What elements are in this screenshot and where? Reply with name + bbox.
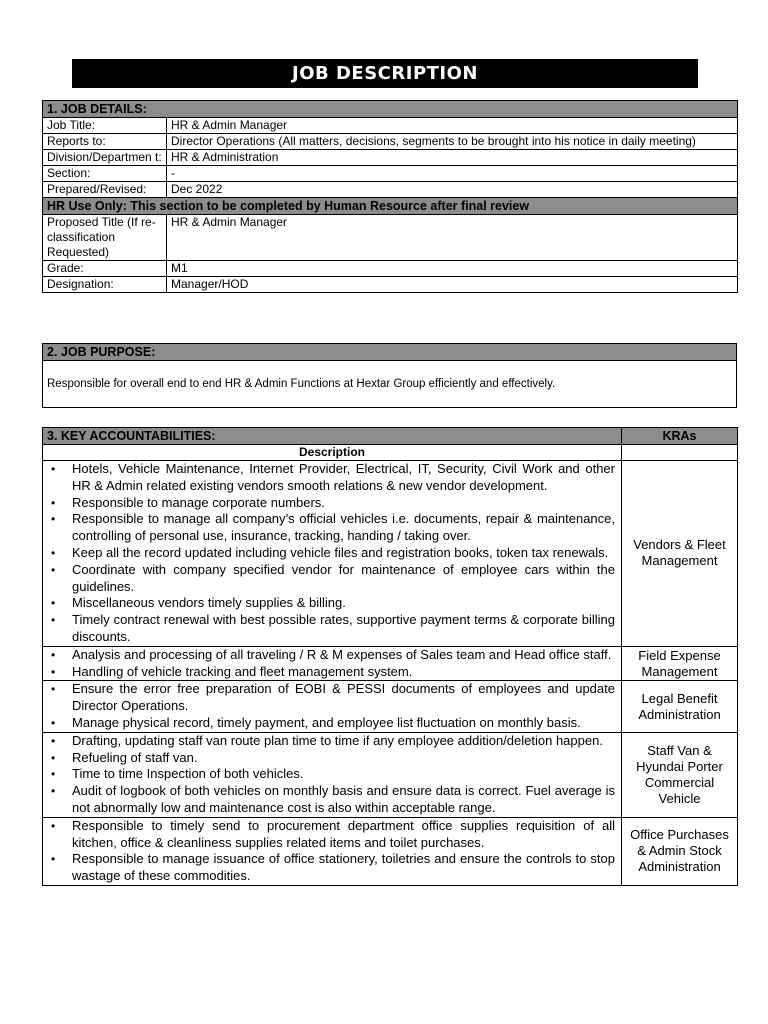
list-item: • Time to time Inspection of both vehicles. — [72, 766, 615, 783]
kra-cell: Office Purchases & Admin Stock Administration — [622, 817, 738, 885]
job-purpose-text: Responsible for overall end to end HR & Admin Functions at Hextar Group efficiently and effectively. — [43, 361, 737, 408]
job-details-header: 1. JOB DETAILS: — [43, 101, 738, 118]
accountability-list — [47, 818, 615, 885]
table-row — [43, 261, 738, 277]
field-label: Section: — [43, 166, 167, 182]
field-value: M1 — [167, 261, 738, 277]
accountability-list — [47, 733, 615, 817]
accountability-description — [43, 817, 622, 885]
list-item: • Manage physical record, timely payment, and employee list fluctuation on monthly basis. — [72, 715, 615, 732]
list-item: • Responsible to manage corporate numbers. — [72, 495, 615, 512]
list-item: • Responsible to manage all company’s official vehicles i.e. documents, repair & maintenance, controlling of personal use, insurance, tracking, handing / taking over. — [72, 511, 615, 545]
accountability-description — [43, 681, 622, 732]
accountability-list — [47, 461, 615, 646]
accountability-description — [43, 732, 622, 817]
accountability-row — [43, 461, 738, 647]
list-item: • Keep all the record updated including vehicle files and registration books, token tax renewals. — [72, 545, 615, 562]
kra-cell: Vendors & Fleet Management — [622, 461, 738, 647]
key-accountabilities-header: 3. KEY ACCOUNTABILITIES: — [43, 428, 622, 445]
document-title: JOB DESCRIPTION — [72, 59, 698, 88]
field-value: HR & Admin Manager — [167, 215, 738, 261]
list-item: • Analysis and processing of all traveling / R & M expenses of Sales team and Head office staff. — [72, 647, 615, 664]
field-value: Director Operations (All matters, decisions, segments to be brought into his notice in daily meeting) — [167, 134, 738, 150]
field-value: Dec 2022 — [167, 182, 738, 198]
list-item: • Ensure the error free preparation of EOBI & PESSI documents of employees and update Director Operations. — [72, 681, 615, 715]
field-label: Division/Departmen t: — [43, 150, 167, 166]
table-row — [43, 134, 738, 150]
table-row — [43, 277, 738, 293]
list-item: • Hotels, Vehicle Maintenance, Internet Provider, Electrical, IT, Security, Civil Work and other HR & Admin related existing vendors smooth relations & new vendor development. — [72, 461, 615, 495]
job-purpose-table — [42, 343, 737, 408]
list-item: • Responsible to manage issuance of office stationery, toiletries and ensure the controls to stop wastage of these commodities. — [72, 851, 615, 885]
list-item: • Handling of vehicle tracking and fleet management system. — [72, 664, 615, 681]
field-label: Designation: — [43, 277, 167, 293]
job-purpose-header: 2. JOB PURPOSE: — [43, 344, 737, 361]
accountability-row — [43, 681, 738, 732]
field-value: - — [167, 166, 738, 182]
list-item: • Timely contract renewal with best possible rates, supportive payment terms & corporate billing discounts. — [72, 612, 615, 646]
table-row — [43, 215, 738, 261]
table-row — [43, 182, 738, 198]
list-item: • Drafting, updating staff van route plan time to time if any employee addition/deletion happen. — [72, 733, 615, 750]
accountability-row — [43, 732, 738, 817]
hr-use-only-header: HR Use Only: This section to be completed by Human Resource after final review — [43, 198, 738, 215]
list-item: • Miscellaneous vendors timely supplies & billing. — [72, 595, 615, 612]
field-value: HR & Administration — [167, 150, 738, 166]
field-label: Job Title: — [43, 118, 167, 134]
accountability-list — [47, 681, 615, 731]
field-label: Proposed Title (If re-classification Requested) — [43, 215, 167, 261]
table-row — [43, 166, 738, 182]
accountability-row — [43, 817, 738, 885]
empty-cell — [622, 445, 738, 461]
kra-cell: Legal Benefit Administration — [622, 681, 738, 732]
accountability-description — [43, 646, 622, 681]
field-value: Manager/HOD — [167, 277, 738, 293]
field-label: Reports to: — [43, 134, 167, 150]
kra-cell: Staff Van & Hyundai Porter Commercial Vehicle — [622, 732, 738, 817]
kras-header: KRAs — [622, 428, 738, 445]
field-label: Prepared/Revised: — [43, 182, 167, 198]
table-row — [43, 118, 738, 134]
field-label: Grade: — [43, 261, 167, 277]
accountability-groups — [43, 461, 738, 886]
description-header: Description — [43, 445, 622, 461]
list-item: • Audit of logbook of both vehicles on monthly basis and ensure data is correct. Fuel average is not abnormally low and maintenance cost is also within acceptable range. — [72, 783, 615, 817]
accountability-description — [43, 461, 622, 647]
list-item: • Responsible to timely send to procurement department office supplies requisition of all kitchen, office & cleanliness supplies related items and toilet purchases. — [72, 818, 615, 852]
table-row — [43, 150, 738, 166]
accountability-row — [43, 646, 738, 681]
list-item: • Refueling of staff van. — [72, 750, 615, 767]
job-details-table — [42, 100, 738, 293]
list-item: • Coordinate with company specified vendor for maintenance of employee cars within the guidelines. — [72, 562, 615, 596]
key-accountabilities-table — [42, 427, 738, 886]
field-value: HR & Admin Manager — [167, 118, 738, 134]
accountability-list — [47, 647, 615, 681]
kra-cell: Field Expense Management — [622, 646, 738, 681]
